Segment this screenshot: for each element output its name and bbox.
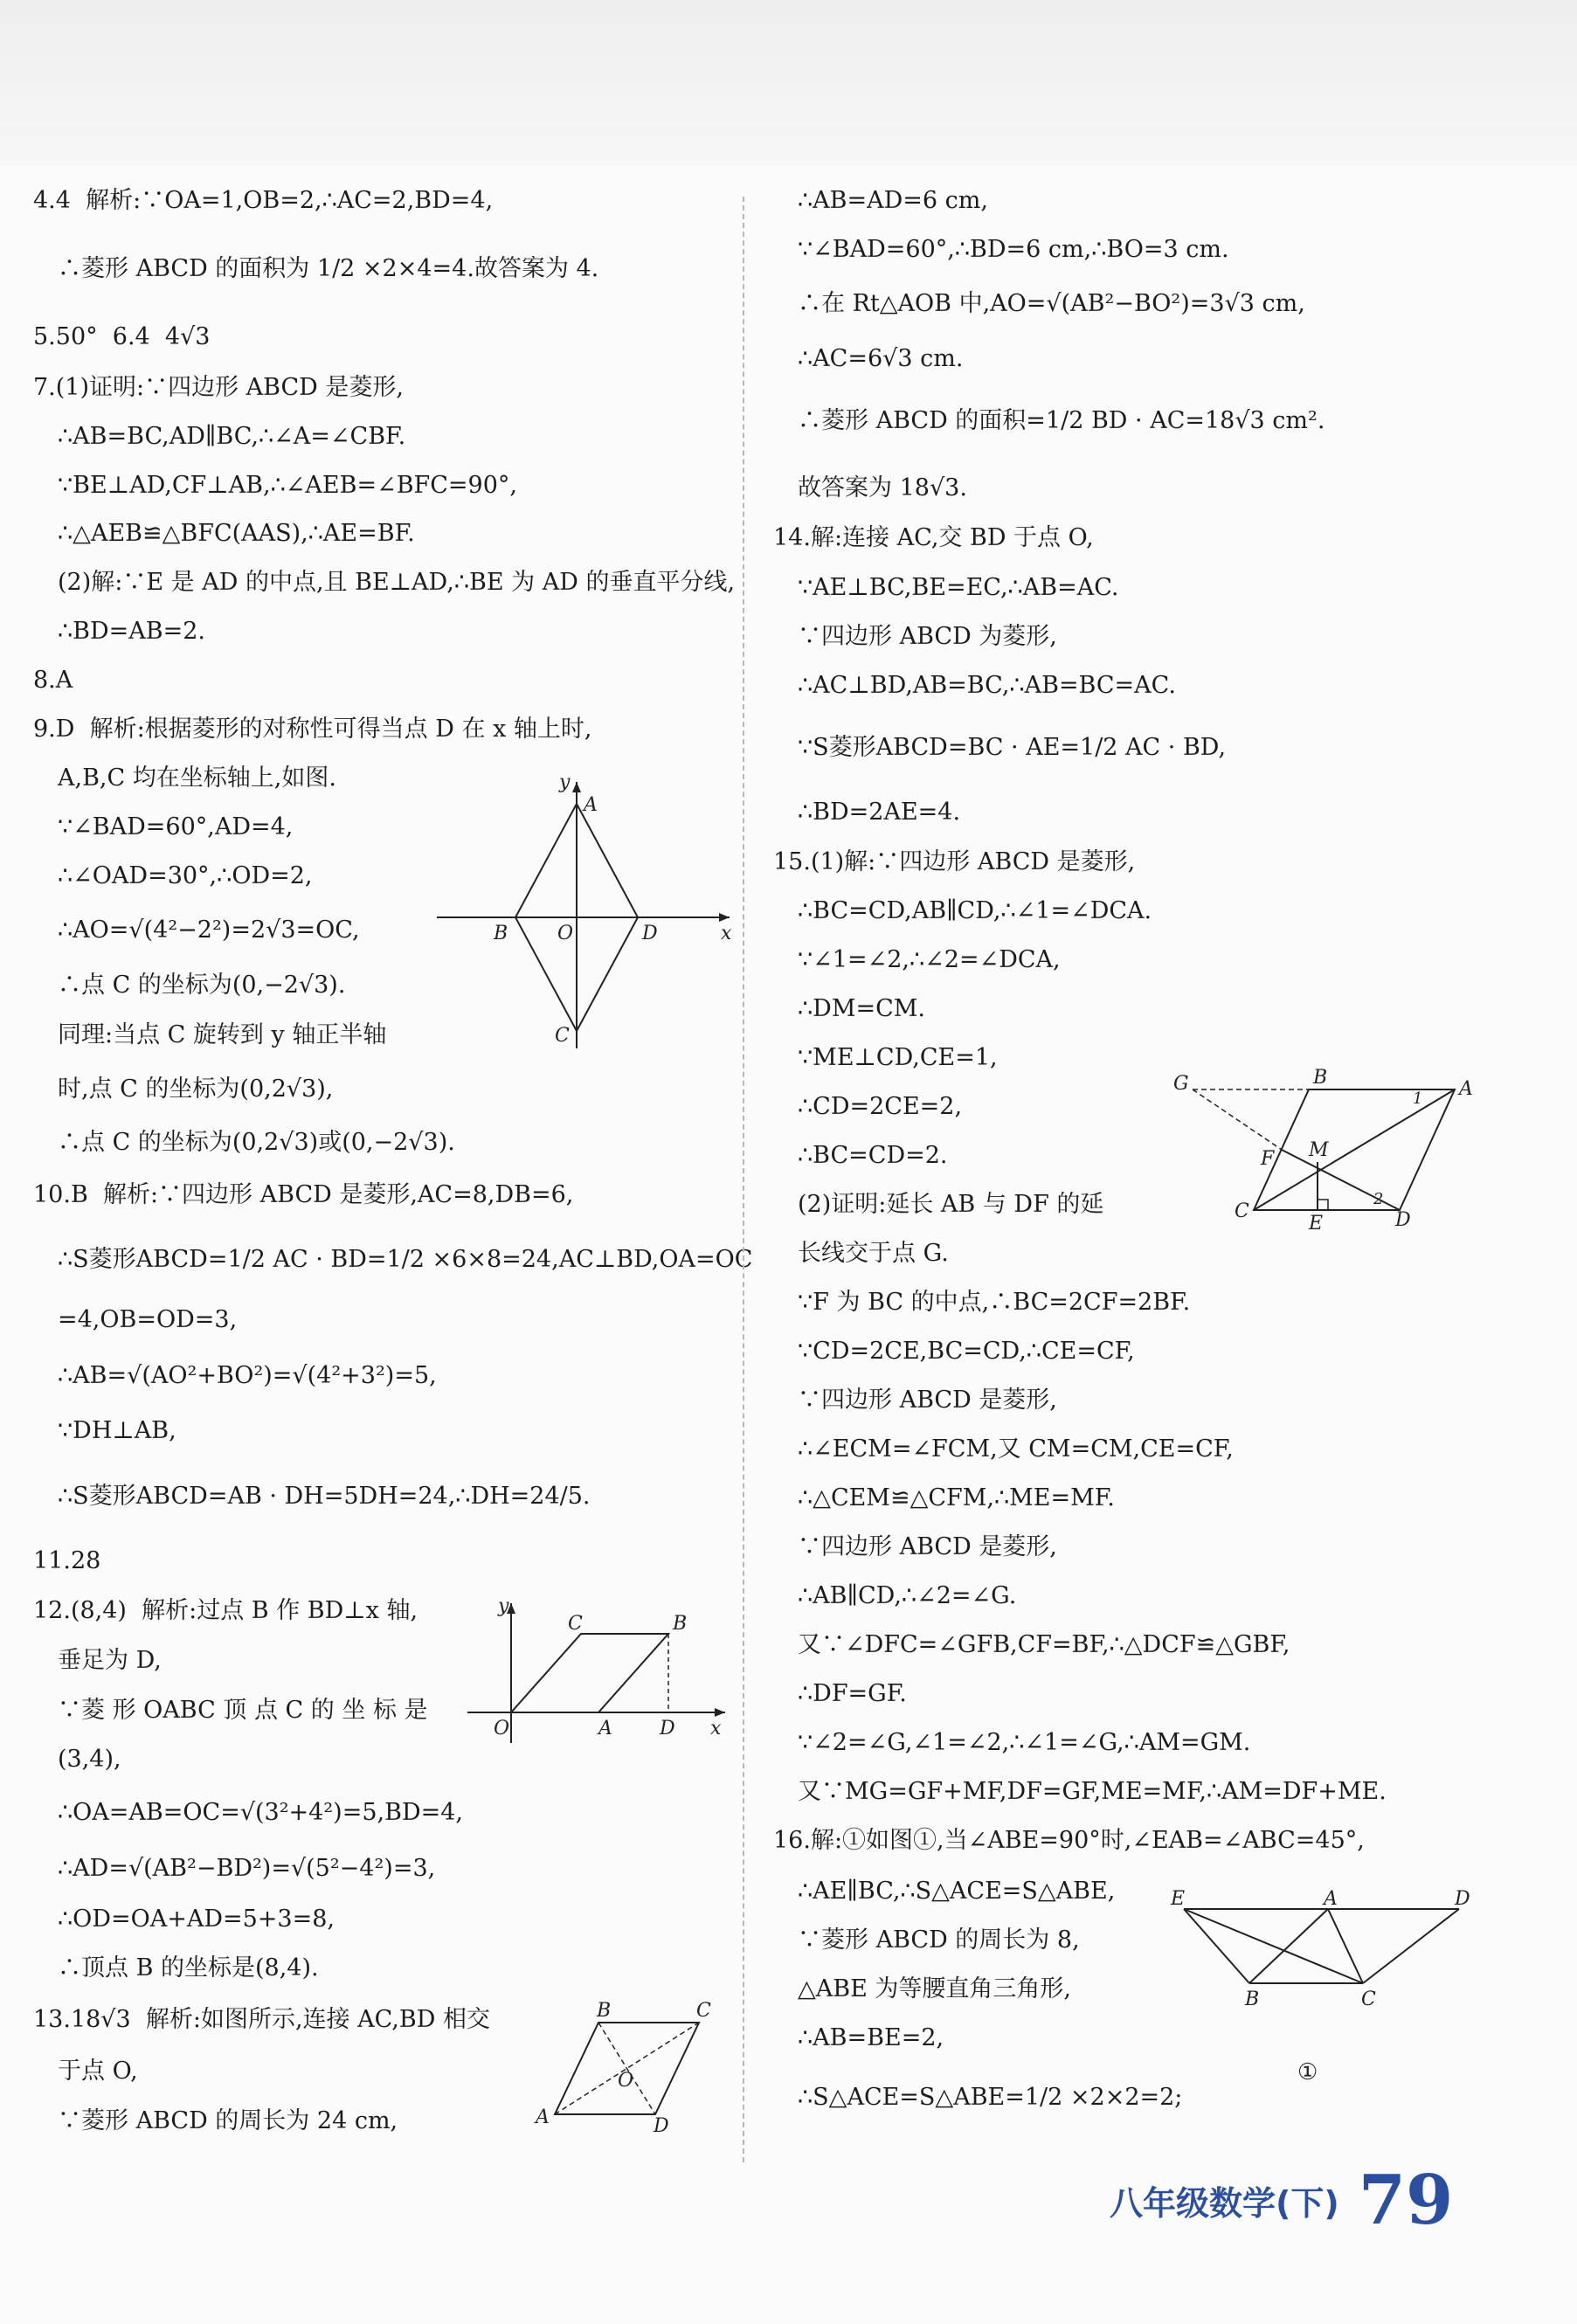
solution-line: (3,4), [58,1746,121,1773]
solution-line: 16.解:①如图①,当∠ABE=90°时,∠EAB=∠ABC=45°, [773,1827,1365,1854]
solution-line: 故答案为 18√3. [798,474,967,501]
solution-line: 10.B 解析:∵四边形 ABCD 是菱形,AC=8,DB=6, [33,1181,574,1208]
solution-line: A,B,C 均在坐标轴上,如图. [58,764,336,792]
fig15-label-G: G [1173,1073,1189,1095]
fig15-label-2: 2 [1373,1190,1384,1208]
solution-line: ∵S菱形ABCD=BC · AE=1/2 AC · BD, [798,734,1227,761]
fig12-label-A: A [598,1718,612,1740]
solution-line: ∴AB=√(AO²+BO²)=√(4²+3²)=5, [58,1362,437,1389]
solution-line: ∴BD=2AE=4. [798,799,961,826]
solution-line: 11.28 [33,1547,101,1574]
solution-line: 4.4 解析:∵OA=1,OB=2,∴AC=2,BD=4, [33,187,494,214]
solution-line: ∴∠ECM=∠FCM,又 CM=CM,CE=CF, [798,1435,1234,1463]
solution-line: 12.(8,4) 解析:过点 B 作 BD⊥x 轴, [33,1597,418,1624]
fig12-label-O: O [494,1718,510,1740]
solution-line: 同理:当点 C 旋转到 y 轴正半轴 [58,1021,387,1048]
fig16-label-E: E [1171,1888,1186,1910]
solution-line: 垂足为 D, [58,1647,162,1674]
fig9-label-A: A [584,794,598,816]
fig16-label-B: B [1245,1989,1260,2010]
fig15-label-1: 1 [1413,1089,1423,1108]
solution-line: ∴DF=GF. [798,1680,907,1707]
fig16-label-D: D [1455,1888,1470,1910]
solution-line: ∴△CEM≌△CFM,∴ME=MF. [798,1484,1115,1511]
fig9-label-y: y [559,771,571,793]
solution-line: ∵四边形 ABCD 是菱形, [798,1387,1057,1414]
solution-line: 15.(1)解:∵四边形 ABCD 是菱形, [773,848,1136,875]
figure-q16-diagram [1166,1887,1490,2085]
fig12-label-D: D [660,1718,675,1740]
fig16-caption: ① [1297,2059,1318,2085]
solution-line: ∴AO=√(4²−2²)=2√3=OC, [58,916,360,944]
fig13-label-B: B [597,2000,612,2022]
fig15-label-E: E [1309,1213,1324,1235]
solution-line: 5.50° 6.4 4√3 [33,323,211,350]
solution-line: ∵AE⊥BC,BE=EC,∴AB=AC. [798,574,1119,601]
solution-line: (2)证明:延长 AB 与 DF 的延 [798,1191,1104,1218]
solution-line: ∴S菱形ABCD=AB · DH=5DH=24,∴DH=24/5. [58,1483,591,1510]
solution-line: ∵∠BAD=60°,∴BD=6 cm,∴BO=3 cm. [798,236,1229,263]
solution-line: =4,OB=OD=3, [58,1306,238,1333]
solution-line: ∵CD=2CE,BC=CD,∴CE=CF, [798,1338,1135,1365]
fig9-label-x: x [721,923,732,944]
fig12-label-y: y [498,1595,509,1617]
solution-line: 又∵∠DFC=∠GFB,CF=BF,∴△DCF≌△GBF, [798,1631,1290,1658]
fig9-label-D: D [642,923,658,944]
fig13-label-O: O [618,2070,634,2092]
page-number: 79 [1358,2161,1454,2240]
solution-line: 8.A [33,667,73,694]
solution-line: ∵F 为 BC 的中点,∴BC=2CF=2BF. [798,1289,1191,1316]
figure-q9-rhombus [428,769,743,1057]
solution-line: ∴OD=OA+AD=5+3=8, [58,1906,335,1933]
fig15-label-D: D [1395,1209,1411,1231]
solution-line: ∵菱 形 OABC 顶 点 C 的 坐 标 是 [58,1697,428,1724]
solution-line: 13.18√3 解析:如图所示,连接 AC,BD 相交 [33,2006,490,2033]
solution-line: ∴BC=CD,AB∥CD,∴∠1=∠DCA. [798,897,1152,924]
solution-line: ∴AB=AD=6 cm, [798,187,988,214]
solution-line: ∵菱形 ABCD 的周长为 24 cm, [58,2107,398,2134]
solution-line: ∴S菱形ABCD=1/2 AC · BD=1/2 ×6×8=24,AC⊥BD,OA=OC [58,1246,753,1273]
solution-line: ∴AB=BC,AD∥BC,∴∠A=∠CBF. [58,423,406,450]
fig13-label-A: A [536,2106,550,2128]
page-top-band [0,0,1577,166]
fig9-label-C: C [555,1025,570,1047]
solution-line: ∵四边形 ABCD 是菱形, [798,1533,1057,1560]
solution-line: ∵∠1=∠2,∴∠2=∠DCA, [798,946,1061,973]
solution-line: ∴菱形 ABCD 的面积=1/2 BD · AC=18√3 cm². [798,407,1325,434]
fig15-label-C: C [1235,1200,1249,1222]
grade-label: 八年级数学(下) [1110,2184,1339,2223]
page-footer [1110,2158,1454,2240]
fig15-label-F: F [1261,1148,1275,1170]
figure-q13-rhombus [529,2000,721,2137]
solution-line: ∴DM=CM. [798,995,925,1022]
fig12-label-B: B [673,1613,688,1635]
solution-line: ∴AD=√(AB²−BD²)=√(5²−4²)=3, [58,1855,436,1882]
solution-line: ∵ME⊥CD,CE=1, [798,1044,998,1071]
solution-line: ∴点 C 的坐标为(0,2√3)或(0,−2√3). [58,1129,455,1156]
solution-line: 7.(1)证明:∵四边形 ABCD 是菱形, [33,374,404,401]
solution-line: ∴AC=6√3 cm. [798,345,964,372]
solution-line: (2)解:∵E 是 AD 的中点,且 BE⊥AD,∴BE 为 AD 的垂直平分线, [58,569,736,596]
fig9-label-B: B [494,923,508,944]
solution-line: ∴顶点 B 的坐标是(8,4). [58,1954,319,1982]
fig9-label-O: O [557,923,574,944]
fig15-label-A: A [1459,1078,1473,1100]
solution-line: ∴S△ACE=S△ABE=1/2 ×2×2=2; [798,2084,1183,2111]
solution-line: ∴在 Rt△AOB 中,AO=√(AB²−BO²)=3√3 cm, [798,290,1305,317]
fig13-label-D: D [654,2115,669,2137]
solution-line: ∴CD=2CE=2, [798,1093,963,1120]
solution-line: ∴OA=AB=OC=√(3²+4²)=5,BD=4, [58,1799,463,1826]
solution-line: ∵∠BAD=60°,AD=4, [58,813,294,840]
solution-line: 时,点 C 的坐标为(0,2√3), [58,1076,334,1103]
fig13-label-C: C [696,2000,711,2022]
fig15-label-B: B [1313,1067,1328,1089]
figure-q12-rhombus [467,1595,730,1747]
solution-line: ∴BD=AB=2. [58,618,206,645]
solution-line: ∵∠2=∠G,∠1=∠2,∴∠1=∠G,∴AM=GM. [798,1729,1251,1756]
solution-line: ∴AC⊥BD,AB=BC,∴AB=BC=AC. [798,672,1176,699]
fig16-label-C: C [1361,1989,1376,2010]
solution-line: ∵四边形 ABCD 为菱形, [798,623,1057,650]
fig15-label-M: M [1309,1139,1329,1161]
solution-line: ∵菱形 ABCD 的周长为 8, [798,1926,1080,1954]
fig12-label-C: C [568,1613,583,1635]
column-divider [743,197,744,2162]
solution-line: ∵BE⊥AD,CF⊥AB,∴∠AEB=∠BFC=90°, [58,472,517,499]
figure-q15-rhombus [1166,1062,1490,1236]
solution-line: ∵DH⊥AB, [58,1417,176,1444]
solution-line: ∴△AEB≌△BFC(AAS),∴AE=BF. [58,520,415,547]
solution-line: ∴AE∥BC,∴S△ACE=S△ABE, [798,1878,1116,1905]
solution-line: 14.解:连接 AC,交 BD 于点 O, [773,524,1094,551]
solution-line: ∴∠OAD=30°,∴OD=2, [58,862,313,889]
fig16-label-A: A [1324,1888,1338,1910]
solution-line: 长线交于点 G. [798,1240,949,1267]
solution-line: ∴AB=BE=2, [798,2024,944,2051]
solution-line: ∴点 C 的坐标为(0,−2√3). [58,972,346,999]
fig12-label-x: x [710,1718,722,1740]
solution-line: ∴菱形 ABCD 的面积为 1/2 ×2×4=4.故答案为 4. [58,255,599,282]
solution-line: 于点 O, [58,2058,138,2085]
solution-line: 9.D 解析:根据菱形的对称性可得当点 D 在 x 轴上时, [33,716,592,743]
solution-line: 又∵MG=GF+MF,DF=GF,ME=MF,∴AM=DF+ME. [798,1778,1387,1805]
solution-line: ∴AB∥CD,∴∠2=∠G. [798,1582,1017,1609]
solution-line: △ABE 为等腰直角三角形, [798,1975,1071,2002]
solution-line: ∴BC=CD=2. [798,1142,948,1169]
